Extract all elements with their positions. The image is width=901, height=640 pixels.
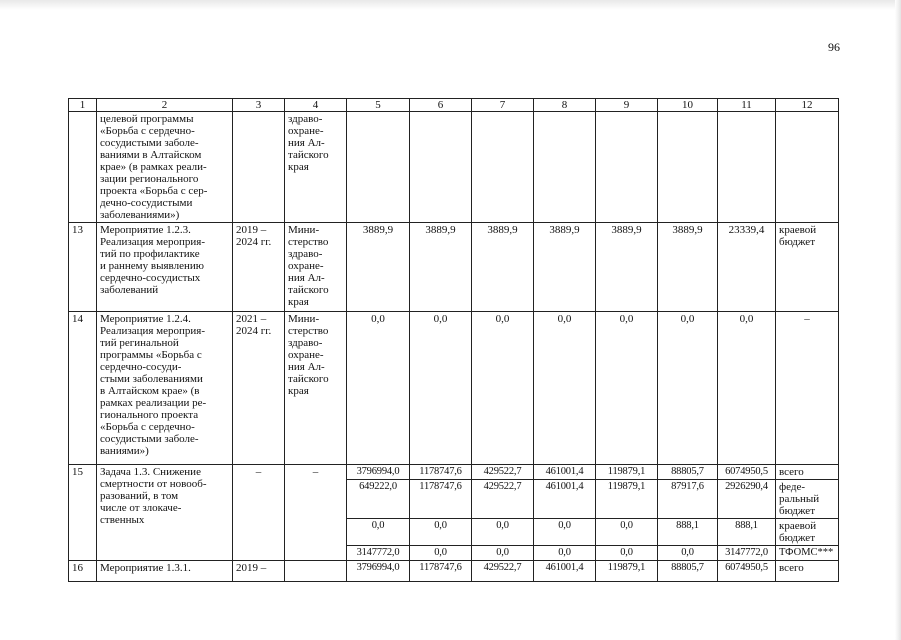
executor-cell: здраво- охране- ния Ал- тайского края xyxy=(285,112,347,223)
source-cell: феде- ральный бюджет xyxy=(776,480,839,519)
value-cell xyxy=(718,112,776,223)
table-row-16 xyxy=(69,561,839,582)
value-cell: 0,0 xyxy=(410,519,472,546)
value-cell: 888,1 xyxy=(718,519,776,546)
measure-name-cell: Мероприятие 1.2.3. Реализация мероприя- тий по профилактике и раннему выявлению сердечно-сосудистых заболеваний xyxy=(97,223,233,312)
value-cell: 0,0 xyxy=(347,312,410,465)
value-cell: 0,0 xyxy=(658,546,718,561)
value-cell: 87917,6 xyxy=(658,480,718,519)
header-cell: 11 xyxy=(718,99,776,112)
period-cell: 2021 – 2024 гг. xyxy=(233,312,285,465)
value-cell xyxy=(347,112,410,223)
header-cell: 3 xyxy=(233,99,285,112)
header-cell: 6 xyxy=(410,99,472,112)
table-row-15-total xyxy=(69,465,839,480)
source-cell: ТФОМС*** xyxy=(776,546,839,561)
table-row-14 xyxy=(69,312,839,465)
value-cell: 3147772,0 xyxy=(718,546,776,561)
scan-right-edge xyxy=(895,0,901,640)
value-cell: 3889,9 xyxy=(596,223,658,312)
value-cell: 3147772,0 xyxy=(347,546,410,561)
header-row xyxy=(69,99,839,112)
measure-name-cell: Мероприятие 1.3.1. xyxy=(97,561,233,582)
page-number: 96 xyxy=(828,40,840,54)
program-measures-table xyxy=(68,98,839,582)
value-cell: 1178747,6 xyxy=(410,561,472,582)
period-cell xyxy=(233,112,285,223)
value-cell: 0,0 xyxy=(410,312,472,465)
value-cell: 0,0 xyxy=(534,312,596,465)
value-cell: 649222,0 xyxy=(347,480,410,519)
source-cell xyxy=(776,112,839,223)
period-cell: 2019 – 2024 гг. xyxy=(233,223,285,312)
task-name-cell: Задача 1.3. Снижение смертности от новооб- разований, в том числе от злокаче- ственных xyxy=(97,465,233,561)
value-cell: 3889,9 xyxy=(534,223,596,312)
value-cell: 6074950,5 xyxy=(718,465,776,480)
row-number-cell: 13 xyxy=(69,223,97,312)
value-cell: 0,0 xyxy=(410,546,472,561)
value-cell: 88805,7 xyxy=(658,465,718,480)
period-cell: 2019 – xyxy=(233,561,285,582)
value-cell: 0,0 xyxy=(472,312,534,465)
value-cell: 0,0 xyxy=(658,312,718,465)
value-cell: 0,0 xyxy=(596,519,658,546)
value-cell: 3889,9 xyxy=(347,223,410,312)
measure-name-cell: Мероприятие 1.2.4. Реализация мероприя- тий регинальной программы «Борьба с сердечно-сосуди- стыми заболеваниями в Алтайском крае» (в рамках реализации ре- гионального проекта «Борьба с сердечно- сосудистыми заболе- ваниями») xyxy=(97,312,233,465)
executor-cell: – xyxy=(285,465,347,561)
source-cell: всего xyxy=(776,561,839,582)
value-cell: 1178747,6 xyxy=(410,480,472,519)
value-cell: 429522,7 xyxy=(472,480,534,519)
value-cell: 0,0 xyxy=(718,312,776,465)
measure-name-cell: целевой программы «Борьба с сердечно- сосудистыми заболе- ваниями в Алтайском крае» (в рамках реали- зации регионального проекта «Борьба с сер- дечно-сосудистыми заболеваниями») xyxy=(97,112,233,223)
value-cell: 0,0 xyxy=(534,519,596,546)
value-cell xyxy=(534,112,596,223)
table-row-continuation xyxy=(69,112,839,223)
source-cell: всего xyxy=(776,465,839,480)
value-cell: 2926290,4 xyxy=(718,480,776,519)
value-cell: 461001,4 xyxy=(534,561,596,582)
value-cell xyxy=(472,112,534,223)
value-cell: 0,0 xyxy=(472,546,534,561)
header-cell: 10 xyxy=(658,99,718,112)
value-cell: 3796994,0 xyxy=(347,465,410,480)
value-cell: 3889,9 xyxy=(472,223,534,312)
value-cell: 88805,7 xyxy=(658,561,718,582)
value-cell: 0,0 xyxy=(534,546,596,561)
source-cell: краевой бюджет xyxy=(776,519,839,546)
header-cell: 2 xyxy=(97,99,233,112)
header-cell: 8 xyxy=(534,99,596,112)
row-number-cell: 14 xyxy=(69,312,97,465)
value-cell xyxy=(410,112,472,223)
value-cell xyxy=(596,112,658,223)
value-cell: 0,0 xyxy=(596,312,658,465)
executor-cell: Мини- стерство здраво- охране- ния Ал- тайского края xyxy=(285,223,347,312)
source-cell: – xyxy=(776,312,839,465)
header-cell: 1 xyxy=(69,99,97,112)
row-number-cell xyxy=(69,112,97,223)
header-cell: 5 xyxy=(347,99,410,112)
value-cell: 0,0 xyxy=(472,519,534,546)
value-cell: 3889,9 xyxy=(658,223,718,312)
header-cell: 7 xyxy=(472,99,534,112)
value-cell: 461001,4 xyxy=(534,480,596,519)
value-cell: 1178747,6 xyxy=(410,465,472,480)
executor-cell xyxy=(285,561,347,582)
value-cell: 3796994,0 xyxy=(347,561,410,582)
value-cell: 0,0 xyxy=(347,519,410,546)
table-row-13 xyxy=(69,223,839,312)
scan-top-edge xyxy=(0,0,901,10)
header-cell: 4 xyxy=(285,99,347,112)
row-number-cell: 15 xyxy=(69,465,97,561)
value-cell: 119879,1 xyxy=(596,465,658,480)
value-cell: 23339,4 xyxy=(718,223,776,312)
value-cell: 461001,4 xyxy=(534,465,596,480)
value-cell: 119879,1 xyxy=(596,480,658,519)
source-cell: краевой бюджет xyxy=(776,223,839,312)
row-number-cell: 16 xyxy=(69,561,97,582)
period-cell: – xyxy=(233,465,285,561)
value-cell: 429522,7 xyxy=(472,465,534,480)
header-cell: 9 xyxy=(596,99,658,112)
value-cell: 0,0 xyxy=(596,546,658,561)
value-cell: 888,1 xyxy=(658,519,718,546)
value-cell xyxy=(658,112,718,223)
value-cell: 6074950,5 xyxy=(718,561,776,582)
header-cell: 12 xyxy=(776,99,839,112)
value-cell: 429522,7 xyxy=(472,561,534,582)
value-cell: 3889,9 xyxy=(410,223,472,312)
executor-cell: Мини- стерство здраво- охране- ния Ал- тайского края xyxy=(285,312,347,465)
value-cell: 119879,1 xyxy=(596,561,658,582)
